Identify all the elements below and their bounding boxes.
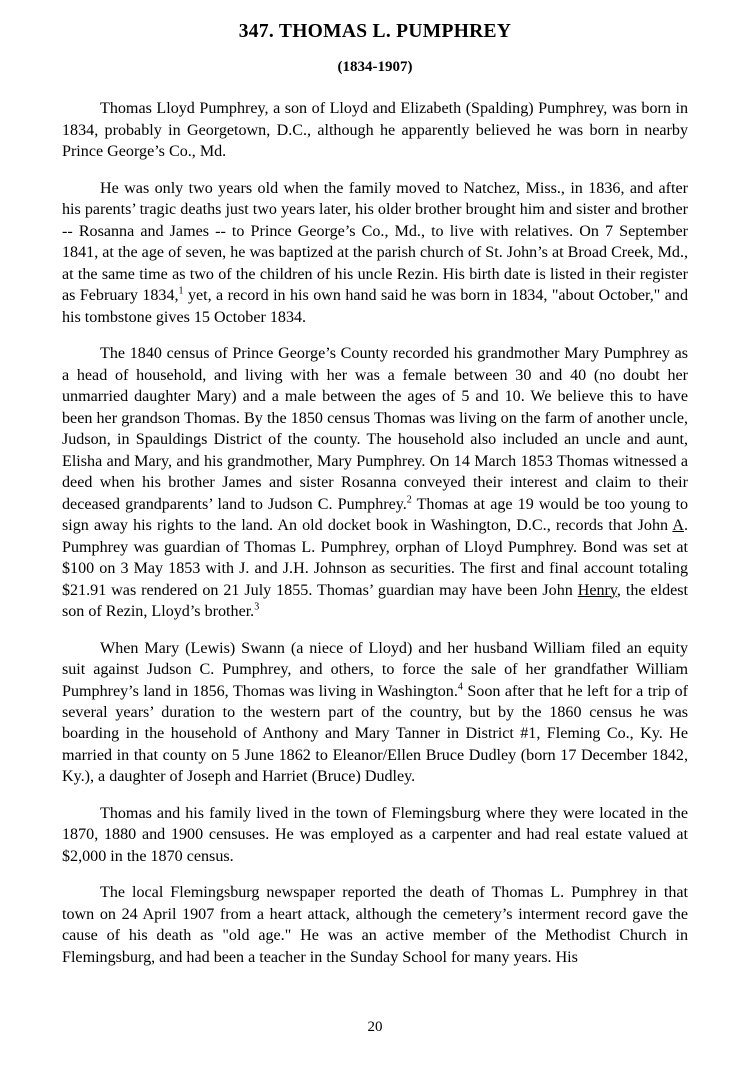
- footnote-marker: 3: [254, 601, 260, 613]
- text-run: , the eldest son of Rezin, Lloyd’s brother.: [62, 581, 688, 621]
- text-run: He was only two years old when the family moved to Natchez, Miss., in 1836, and after his parents’ tragic deaths just two years later, his older brother brought him and sister and brother -- Rosanna and James -- to Prince George’s Co., Md., to live with relatives. On 7 September 1841, at the age of seven, he was baptized at the parish church of St. John’s at Broad Creek, Md., at the same time as two of the children of his uncle Rezin. His birth date is listed in their register as February 1834,: [62, 179, 688, 305]
- para-2: [62, 178, 688, 328]
- text-run: . Pumphrey was guardian of Thomas L. Pumphrey, orphan of Lloyd Pumphrey. Bond was set at $100 on 3 May 1853 with J. and J.H. Johnson as securities. The first and final account totaling $21.91 was rendered on 21 July 1855. Thomas’ guardian may have been John: [62, 517, 688, 599]
- para-4: [62, 638, 688, 788]
- para-6: [62, 882, 688, 968]
- para-3: [62, 343, 688, 622]
- page-number: 20: [367, 1019, 383, 1035]
- text-run: When Mary (Lewis) Swann (a niece of Lloyd) and her husband William filed an equity suit against Judson C. Pumphrey, and others, to force the sale of her grandfather William Pumphrey’s land in 1856, Thomas was living in Washington.: [62, 639, 688, 700]
- text-run: The local Flemingsburg newspaper reported the death of Thomas L. Pumphrey in that town on 24 April 1907 from a heart attack, although the cemetery’s interment record gave the cause of his death as "old age." He was an active member of the Methodist Church in Flemingsburg, and had been a teacher in the Sunday School for many years. His: [62, 884, 688, 966]
- text-run: The 1840 census of Prince George’s County recorded his grandmother Mary Pumphrey as a head of household, and living with her was a female between 30 and 40 (no doubt her unmarried daughter Mary) and a male between the ages of 5 and 10. We believe this to have been her grandson Thomas. By the 1850 census Thomas was living on the farm of another uncle, Judson, in Spauldings District of the county. The household also included an uncle and aunt, Elisha and Mary, and his grandmother, Mary Pumphrey. On 14 March 1853 Thomas witnessed a deed when his brother James and sister Rosanna conveyed their interest and claim to their deceased grandparents’ land to Judson C. Pumphrey.: [62, 345, 688, 513]
- text-run: Thomas and his family lived in the town of Flemingsburg where they were located in the 1870, 1880 and 1900 censuses. He was employed as a carpenter and had real estate valued at $2,000 in the 1870 census.: [62, 804, 688, 865]
- para-5: [62, 803, 688, 867]
- body-text: [62, 98, 688, 968]
- text-run: yet, a record in his own hand said he was born in 1834, "about October," and his tombstone gives 15 October 1834.: [62, 287, 688, 326]
- underlined-text: Henry: [577, 581, 617, 599]
- footnote-marker: 1: [178, 285, 184, 297]
- page-subtitle: (1834-1907): [337, 59, 413, 76]
- text-run: Thomas Lloyd Pumphrey, a son of Lloyd and Elizabeth (Spalding) Pumphrey, was born in 1834, probably in Georgetown, D.C., although he apparently believed he was born in nearby Prince George’s Co., Md.: [62, 100, 688, 161]
- footnote-marker: 4: [457, 681, 463, 693]
- footnote-marker: 2: [406, 494, 412, 506]
- underlined-text: A: [672, 517, 684, 535]
- text-run: Soon after that he left for a trip of several years’ duration to the western part of the country, but by the 1860 census he was boarding in the household of Anthony and Mary Tanner in District #1, Fleming Co., Ky. He married in that county on 5 June 1862 to Eleanor/Ellen Bruce Dudley (born 17 December 1842, Ky.), a daughter of Joseph and Harriet (Bruce) Dudley.: [62, 682, 688, 786]
- para-1: [62, 98, 688, 162]
- text-run: Thomas at age 19 would be too young to sign away his rights to the land. An old docket book in Washington, D.C., records that John: [62, 495, 688, 535]
- page-title: 347. THOMAS L. PUMPHREY: [238, 21, 512, 42]
